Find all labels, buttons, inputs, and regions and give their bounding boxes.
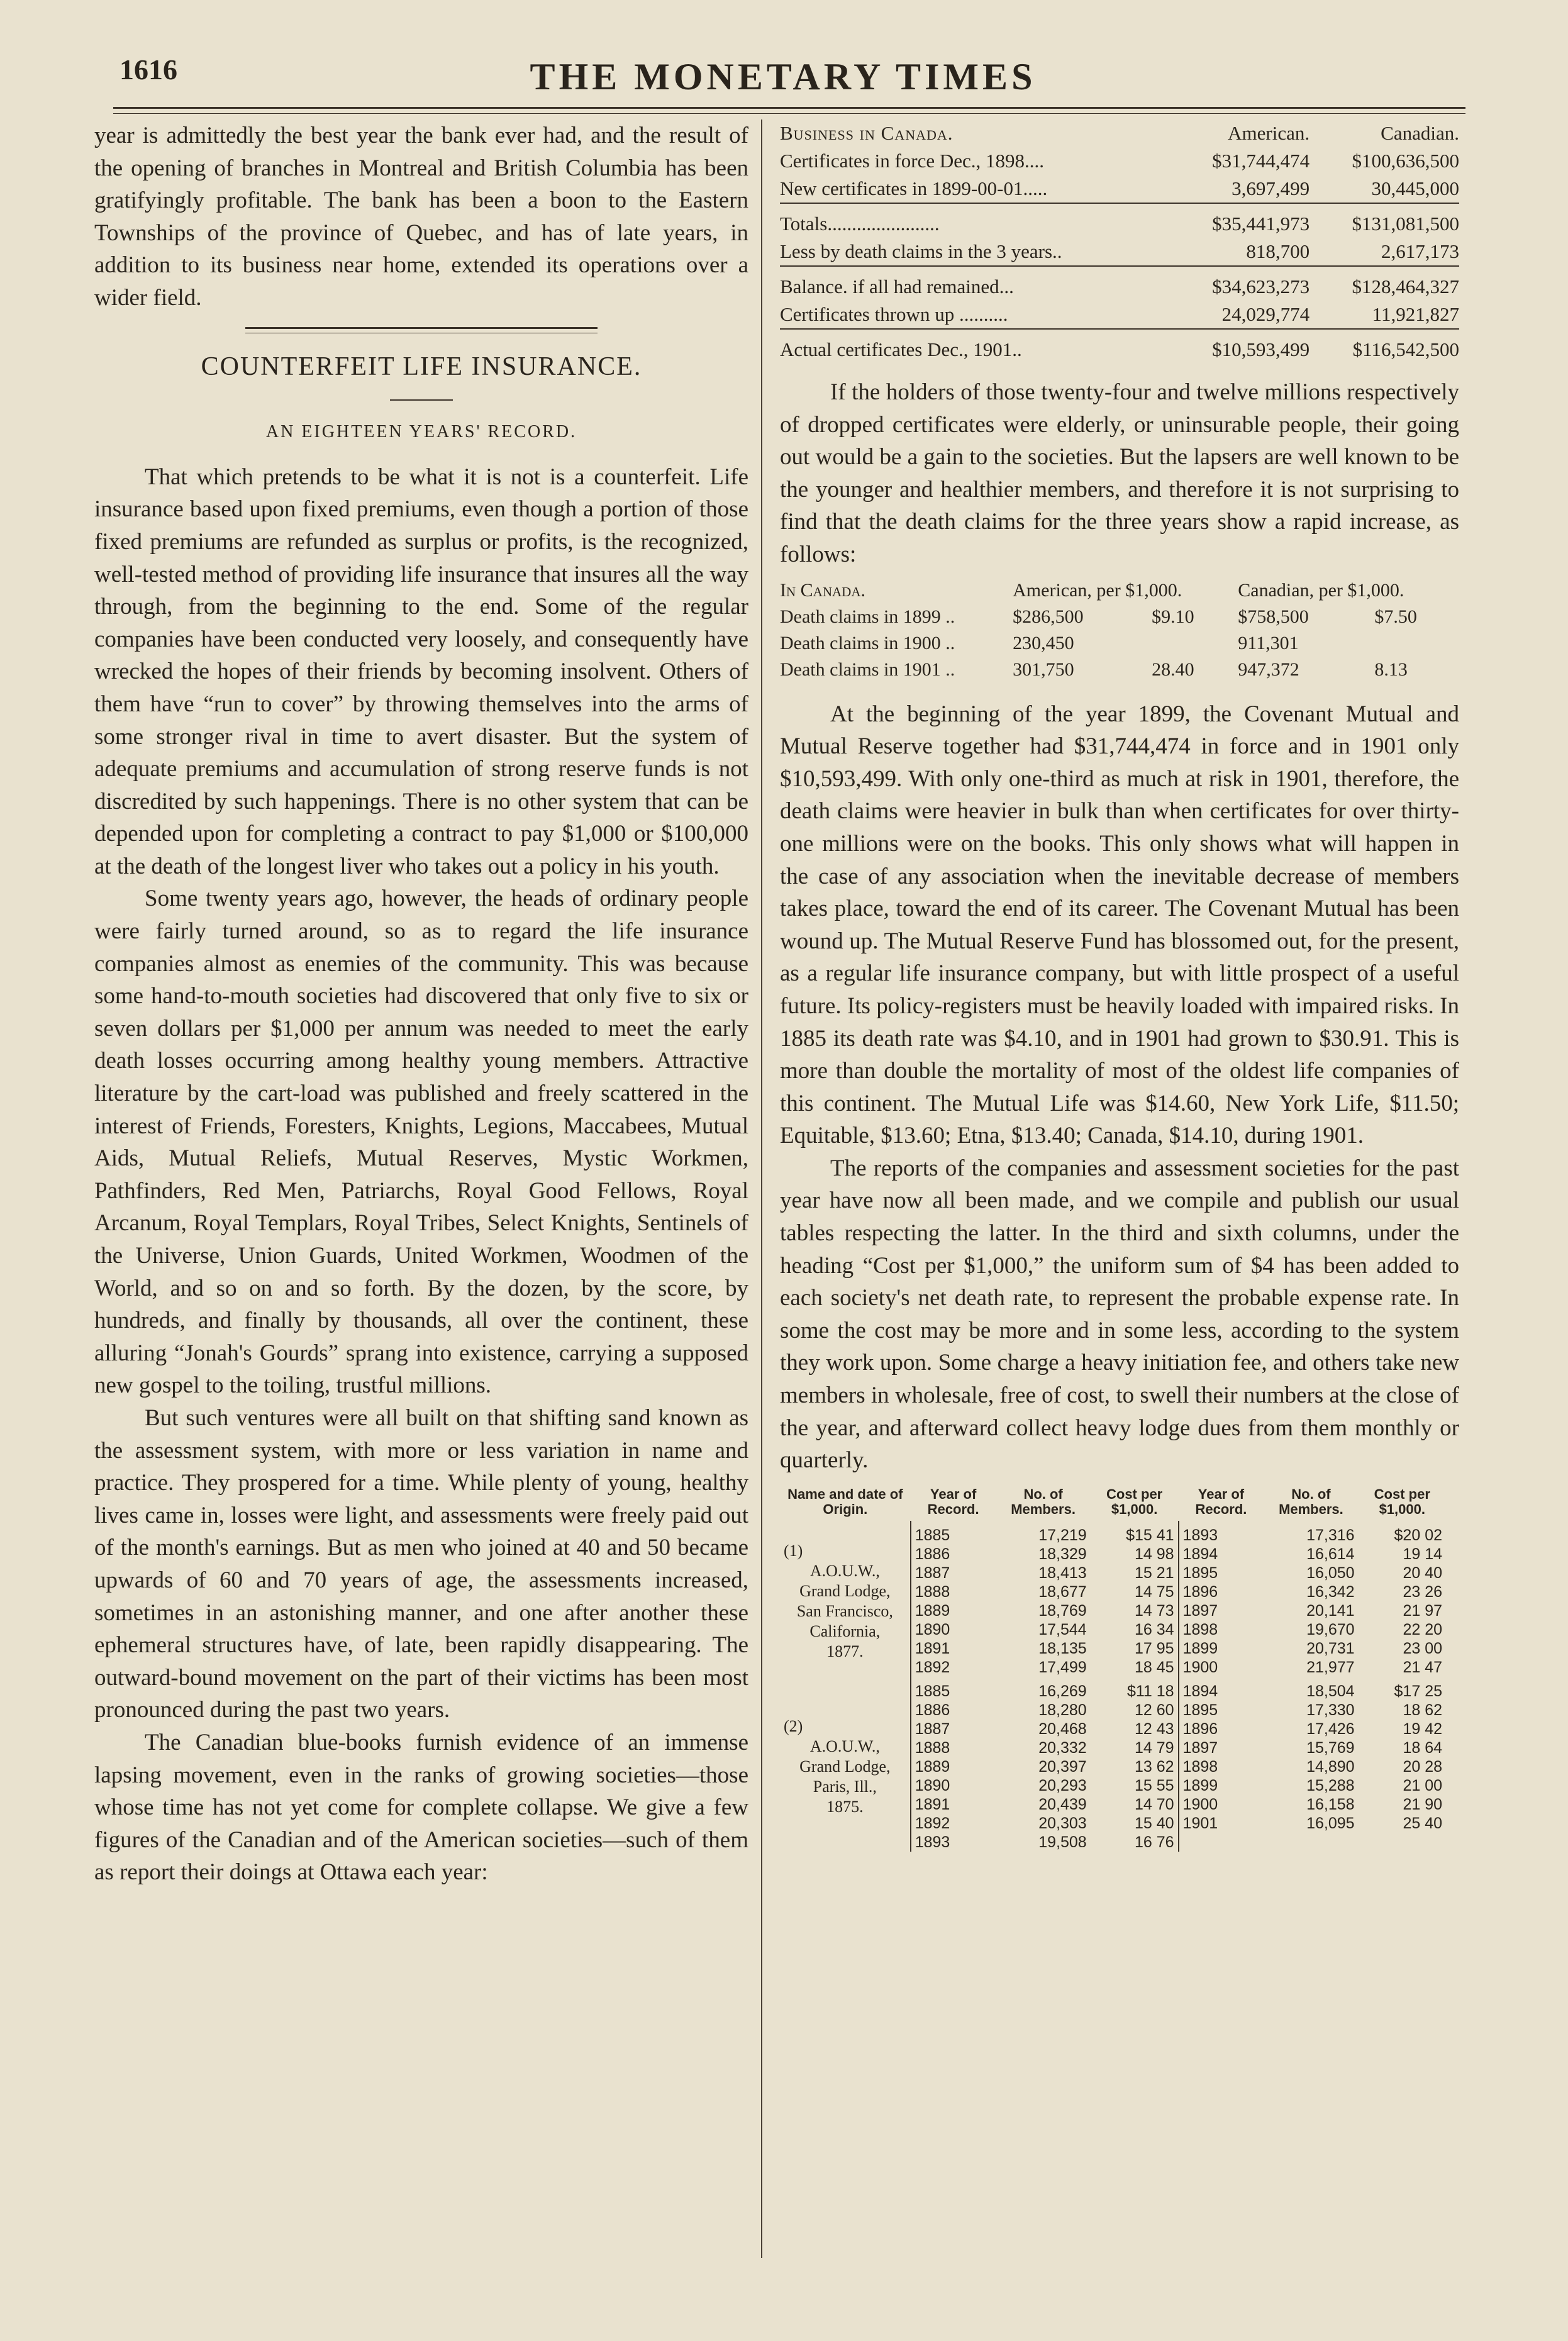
table-cell: 20,439 — [1038, 1795, 1087, 1813]
table-cell: 18,280 — [1038, 1701, 1087, 1719]
table-row — [780, 604, 1459, 630]
table-cell: $15 41 — [1126, 1526, 1174, 1544]
table-cell: 1898 — [1179, 1620, 1264, 1639]
article-paragraph: But such ventures were all built on that shifting sand known as the assessment system, with more or less variation in name and practice. They prospered for a time. While plenty of young, healthy lives came in, losses were light, and assessments were freely paid out of the month's earnings. But as men who joined at 40 and 50 became upwards of 60 and 70 years of age, the assessments increased, sometimes in an astonishing manner, and one after another these ephemeral structures have, of late, been rapidly disappearing. The outward-bound movement on the part of their victims has been most pronounced during the past two years. — [94, 1404, 748, 1723]
table-cell: 12 43 — [1134, 1720, 1174, 1738]
business-table — [780, 120, 1459, 364]
article-paragraph: The reports of the companies and assessment societies for the past year have now all been made, and we compile and publish our usual tables respecting the latter. In the third and sixth columns, under the heading “Cost per $1,000,” the uniform sum of $4 has been added to each society's net death rate, to represent the probable expense rate. In some the cost may be more and in some less, according to the system they work upon. Some charge a heavy initiation fee, and others take new members in wholesale, free of cost, to swell their numbers at the close of the year, and afterward collect heavy lodge dues from them monthly or quarterly. — [780, 1155, 1459, 1474]
table-cell: 1895 — [1179, 1564, 1264, 1582]
column-separator — [761, 120, 762, 2258]
table-cell: 8.13 — [1374, 659, 1408, 680]
table-cell: Actual certificates Dec., 1901.. — [780, 338, 1022, 360]
table-cell: 16 76 — [1134, 1833, 1174, 1851]
table-cell: 1900 — [1179, 1795, 1264, 1814]
table-cell: 1885 — [911, 1521, 996, 1545]
table-cell: 28.40 — [1152, 659, 1194, 680]
table-cell: 1900 — [1179, 1658, 1264, 1677]
table-cell: 1887 — [911, 1564, 996, 1582]
table-cell: $7.50 — [1374, 606, 1417, 627]
table-cell: 301,750 — [1013, 659, 1074, 680]
table-row — [780, 1521, 1446, 1545]
table-cell: 17,499 — [1038, 1658, 1087, 1676]
section-divider — [245, 327, 598, 333]
table-header-row — [780, 120, 1459, 147]
table-cell: 1897 — [1179, 1601, 1264, 1620]
table-cell: 19 14 — [1403, 1545, 1442, 1563]
table-cell: 14,890 — [1306, 1757, 1355, 1776]
table-cell: 18,769 — [1038, 1601, 1087, 1620]
society-label-line: San Francisco, — [796, 1601, 893, 1620]
table-cell: 16,269 — [1038, 1682, 1087, 1700]
society-stats-table — [780, 1487, 1447, 1852]
table-cell: 947,372 — [1238, 659, 1299, 680]
table-cell: 1885 — [911, 1677, 996, 1701]
table-cell: $758,500 — [1238, 606, 1309, 627]
table-cell: 24,029,774 — [1221, 303, 1310, 325]
page-header — [88, 38, 1478, 107]
table-cell: 1893 — [1179, 1521, 1264, 1545]
table-cell: $35,441,973 — [1212, 213, 1310, 235]
table-cell: 20 28 — [1403, 1757, 1442, 1776]
table-cell — [1179, 1833, 1264, 1852]
table-row — [780, 336, 1459, 364]
table-cell: 15 40 — [1134, 1814, 1174, 1832]
table-cell: 1889 — [911, 1601, 996, 1620]
table-cell: 1886 — [911, 1701, 996, 1720]
table-cell: 16,050 — [1306, 1564, 1355, 1582]
table-cell: 14 98 — [1134, 1545, 1174, 1563]
table-cell: 1890 — [911, 1620, 996, 1639]
table-row — [780, 175, 1459, 203]
table-cell: 20 40 — [1403, 1564, 1442, 1582]
table-cell: Certificates in force Dec., 1898.... — [780, 150, 1045, 172]
table-rule — [780, 329, 1459, 336]
table-cell: $131,081,500 — [1352, 213, 1459, 235]
table-cell: 1895 — [1179, 1701, 1264, 1720]
table-cell: 14 73 — [1134, 1601, 1174, 1620]
table-cell: $10,593,499 — [1212, 338, 1310, 360]
table-cell: 11,921,827 — [1372, 303, 1459, 325]
table-cell: 1892 — [911, 1658, 996, 1677]
table-cell — [1264, 1833, 1358, 1852]
society-name — [780, 1677, 911, 1852]
table-cell: $20 02 — [1394, 1526, 1442, 1544]
table-header: Business in Canada. — [780, 122, 954, 144]
table-cell: 20,303 — [1038, 1814, 1087, 1832]
table-row — [780, 210, 1459, 238]
stats-body — [780, 1521, 1446, 1852]
table-header: Canadian, per $1,000. — [1238, 579, 1404, 601]
table-cell: Death claims in 1899 .. — [780, 606, 955, 627]
table-cell: $286,500 — [1013, 606, 1084, 627]
table-cell: 1890 — [911, 1776, 996, 1795]
table-header-row — [780, 1487, 1446, 1521]
table-cell: Totals....................... — [780, 213, 940, 235]
table-cell: 15,769 — [1306, 1738, 1355, 1757]
table-cell: $128,464,327 — [1352, 275, 1459, 297]
table-cell: 17,426 — [1306, 1720, 1355, 1738]
table-header: Cost per $1,000. — [1106, 1486, 1163, 1517]
table-cell: 21 90 — [1403, 1795, 1442, 1813]
table-cell — [1359, 1833, 1446, 1852]
table-cell: 23 26 — [1403, 1582, 1442, 1601]
table-cell: 230,450 — [1013, 632, 1074, 653]
society-label-line: Paris, Ill., — [813, 1777, 877, 1796]
death-claims-table — [780, 577, 1459, 683]
table-row — [780, 657, 1459, 683]
table-row — [780, 238, 1459, 266]
table-cell: 911,301 — [1238, 632, 1299, 653]
table-cell: 1886 — [911, 1545, 996, 1564]
table-cell: 20,468 — [1038, 1720, 1087, 1738]
table-cell: 1888 — [911, 1582, 996, 1601]
table-cell: 20,293 — [1038, 1776, 1087, 1794]
table-rule — [780, 266, 1459, 273]
header-rule — [113, 107, 1465, 109]
table-cell: 12 60 — [1134, 1701, 1174, 1719]
table-header: American. — [1228, 122, 1310, 144]
table-cell: 21 00 — [1403, 1776, 1442, 1794]
table-cell: 1899 — [1179, 1776, 1264, 1795]
table-header: American, per $1,000. — [1013, 579, 1182, 601]
table-cell: 14 75 — [1134, 1582, 1174, 1601]
table-cell: Certificates thrown up .......... — [780, 303, 1008, 325]
table-cell: 15 21 — [1134, 1564, 1174, 1582]
table-cell: 1893 — [911, 1833, 996, 1852]
table-cell: 1896 — [1179, 1582, 1264, 1601]
table-cell — [1152, 630, 1238, 657]
header-rule-thin — [113, 113, 1465, 114]
table-cell: 22 20 — [1403, 1620, 1442, 1638]
article-paragraph: The Canadian blue-books furnish evidence of an immense lapsing movement, even in the ranks of growing societies—those whose time has not yet come for complete collapse. We give a few figures of the Canadian and of the American societies—such of them as report their doings at Ottawa each year: — [94, 1729, 748, 1886]
table-header: Name and date of Origin. — [787, 1486, 903, 1517]
table-cell: Death claims in 1900 .. — [780, 632, 955, 653]
table-cell: 16,095 — [1306, 1814, 1355, 1832]
table-cell: 17,330 — [1306, 1701, 1355, 1719]
table-cell: 23 00 — [1403, 1639, 1442, 1657]
table-cell: Balance. if all had remained... — [780, 275, 1014, 297]
masthead: THE MONETARY TIMES — [530, 56, 1037, 97]
table-cell: $116,542,500 — [1352, 338, 1459, 360]
table-cell: 1891 — [911, 1795, 996, 1814]
table-cell: 14 79 — [1134, 1738, 1174, 1757]
table-header: Cost per $1,000. — [1374, 1486, 1430, 1517]
table-cell: 20,397 — [1038, 1757, 1087, 1776]
table-cell: 21 97 — [1403, 1601, 1442, 1620]
society-number: (1) — [784, 1541, 803, 1560]
table-cell: $9.10 — [1152, 606, 1194, 627]
table-cell: $34,623,273 — [1212, 275, 1310, 297]
table-cell: 1887 — [911, 1720, 996, 1738]
table-cell: 19 42 — [1403, 1720, 1442, 1738]
table-cell: 16,614 — [1306, 1545, 1355, 1563]
table-cell: 1899 — [1179, 1639, 1264, 1658]
table-cell: 1889 — [911, 1757, 996, 1776]
table-cell: 18,677 — [1038, 1582, 1087, 1601]
table-cell: 19,508 — [1038, 1833, 1087, 1851]
table-cell: 17,316 — [1306, 1526, 1355, 1544]
table-cell: 1894 — [1179, 1677, 1264, 1701]
table-cell: 1891 — [911, 1639, 996, 1658]
table-cell: 19,670 — [1306, 1620, 1355, 1638]
table-cell: 1901 — [1179, 1814, 1264, 1833]
table-cell: 17,219 — [1038, 1526, 1087, 1544]
table-cell: 30,445,000 — [1371, 177, 1459, 199]
table-cell — [1374, 630, 1459, 657]
table-cell: 16,342 — [1306, 1582, 1355, 1601]
table-cell: 18,504 — [1306, 1682, 1355, 1700]
society-label-line: A.O.U.W., — [809, 1561, 880, 1580]
table-cell: 16,158 — [1306, 1795, 1355, 1813]
society-name — [780, 1521, 911, 1677]
table-row — [780, 147, 1459, 175]
table-cell: 18 62 — [1403, 1701, 1442, 1719]
table-row — [780, 273, 1459, 301]
table-cell: 1896 — [1179, 1720, 1264, 1738]
society-label-line: 1877. — [826, 1642, 864, 1660]
article-paragraph: That which pretends to be what it is not is a counterfeit. Life insurance based upon fixed premiums, even though a portion of those fixed premiums are refunded as surplus or profits, is the recognized, well-tested method of providing life insurance that insures all the way through, from the beginning to the end. Some of the regular companies have been conducted very loosely, and consequently have wrecked the hopes of their friends by becoming insolvent. Others of them have “run to cover” by throwing themselves into the arms of some stronger rival in time to avert disaster. But the system of adequate premiums and accumulation of strong reserve funds is not discredited by such happenings. There is no other system that can be depended upon for completing a contract to pay $1,000 or $100,000 at the death of the longest liver who takes out a policy in his youth. — [94, 464, 748, 879]
table-cell: 18,329 — [1038, 1545, 1087, 1563]
intro-paragraph: year is admittedly the best year the bank ever had, and the result of the opening of branches in Montreal and British Columbia has been gratifyingly profitable. The bank has been a boon to the Eastern Townships of the province of Quebec, and has of late years, in addition to its business near home, extended its operations over a wider field. — [94, 123, 748, 311]
table-cell: 18 64 — [1403, 1738, 1442, 1757]
table-header: In Canada. — [780, 579, 865, 601]
society-label-line: Grand Lodge, — [799, 1581, 891, 1600]
table-cell: 18,413 — [1038, 1564, 1087, 1582]
table-cell: $17 25 — [1394, 1682, 1442, 1700]
table-cell: 17,544 — [1038, 1620, 1087, 1638]
table-cell: 13 62 — [1134, 1757, 1174, 1776]
right-column — [780, 120, 1459, 1852]
table-cell: 21 47 — [1403, 1658, 1442, 1676]
table-cell: 1888 — [911, 1738, 996, 1757]
table-cell: Less by death claims in the 3 years.. — [780, 240, 1062, 262]
table-header-row — [780, 577, 1459, 604]
table-cell: $31,744,474 — [1212, 150, 1310, 172]
table-rule — [780, 203, 1459, 210]
section-title: COUNTERFEIT LIFE INSURANCE. — [201, 352, 642, 381]
left-column — [94, 120, 748, 1889]
table-row — [780, 301, 1459, 329]
table-header: No. of Members. — [1279, 1486, 1343, 1517]
table-cell: 25 40 — [1403, 1814, 1442, 1832]
newspaper-page — [88, 25, 1478, 2327]
table-cell: 20,332 — [1038, 1738, 1087, 1757]
table-cell: 18 45 — [1134, 1658, 1174, 1676]
table-header: Year of Record. — [927, 1486, 979, 1517]
society-label-line: Grand Lodge, — [799, 1757, 891, 1776]
table-cell: 2,617,173 — [1381, 240, 1459, 262]
table-cell: 1897 — [1179, 1738, 1264, 1757]
table-cell: 818,700 — [1246, 240, 1310, 262]
table-cell: 21,977 — [1306, 1658, 1355, 1676]
society-label-line: California, — [809, 1621, 881, 1640]
society-label-line: 1875. — [826, 1797, 864, 1816]
page-number: 1616 — [120, 53, 177, 86]
table-cell: 14 70 — [1134, 1795, 1174, 1813]
society-label-line: A.O.U.W., — [809, 1737, 880, 1755]
title-rule — [390, 399, 453, 401]
table-cell: Death claims in 1901 .. — [780, 659, 955, 680]
table-cell: 16 34 — [1134, 1620, 1174, 1638]
table-header: Year of Record. — [1195, 1486, 1247, 1517]
society-number: (2) — [784, 1716, 803, 1735]
table-cell: 20,141 — [1306, 1601, 1355, 1620]
table-cell: 1892 — [911, 1814, 996, 1833]
table-cell: 15 55 — [1134, 1776, 1174, 1794]
table-cell: 18,135 — [1038, 1639, 1087, 1657]
table-cell: 3,697,499 — [1232, 177, 1310, 199]
article-paragraph: If the holders of those twenty-four and twelve millions respectively of dropped certificates were elderly, or uninsurable people, their going out would be a gain to the societies. But the lapsers are well known to be the younger and healthier members, and therefore it is not surprising to find that the death claims for the three years show a rapid increase, as follows: — [780, 379, 1459, 567]
table-cell: New certificates in 1899-00-01..... — [780, 177, 1048, 199]
table-header: Canadian. — [1381, 122, 1459, 144]
table-cell: 20,731 — [1306, 1639, 1355, 1657]
table-cell: 1894 — [1179, 1545, 1264, 1564]
table-row — [780, 630, 1459, 657]
table-cell: $100,636,500 — [1352, 150, 1459, 172]
table-cell: 17 95 — [1134, 1639, 1174, 1657]
section-subtitle: AN EIGHTEEN YEARS' RECORD. — [265, 422, 577, 442]
table-cell: 15,288 — [1306, 1776, 1355, 1794]
table-header: No. of Members. — [1011, 1486, 1076, 1517]
table-cell: 1898 — [1179, 1757, 1264, 1776]
article-paragraph: At the beginning of the year 1899, the Covenant Mutual and Mutual Reserve together had $31,744,474 in force and in 1901 only $10,593,499. With only one-third as much at risk in 1901, therefore, the death claims were heavier in bulk than when certificates for over thirty-one millions were on the books. This only shows what will happen in the case of any association when the inevitable decrease of members takes place, toward the end of its career. The Covenant Mutual has been wound up. The Mutual Reserve Fund has blossomed out, for the present, as a regular life insurance company, but with little prospect of a useful future. Its policy-registers must be heavily loaded with impaired risks. In 1885 its death rate was $4.10, and in 1901 had grown to $30.91. This is more than double the mortality of most of the oldest life companies of this continent. The Mutual Life was $14.60, New York Life, $11.50; Equitable, $13.60; Etna, $13.40; Canada, $14.10, during 1901. — [780, 701, 1459, 1149]
table-row — [780, 1677, 1446, 1701]
article-paragraph: Some twenty years ago, however, the heads of ordinary people were fairly turned around, so as to regard the life insurance companies almost as enemies of the community. This was because some hand-to-mouth societies had discovered that only five to six or seven dollars per $1,000 per annum was needed to meet the early death losses occurring among healthy young members. Attractive literature by the cart-load was published and freely scattered in the interest of Friends, Foresters, Knights, Legions, Maccabees, Mutual Aids, Mutual Reliefs, Mutual Reserves, Mystic Workmen, Pathfinders, Red Men, Patriarchs, Royal Good Fellows, Royal Arcanum, Royal Templars, Royal Tribes, Select Knights, Sentinels of the Universe, Union Guards, United Workmen, Woodmen of the World, and so on and so forth. By the dozen, by the score, by hundreds, and finally by thousands, all over the continent, these alluring “Jonah's Gourds” sprang into existence, carrying a supposed new gospel to the toiling, trustful millions. — [94, 886, 748, 1399]
table-cell: $11 18 — [1126, 1682, 1174, 1700]
